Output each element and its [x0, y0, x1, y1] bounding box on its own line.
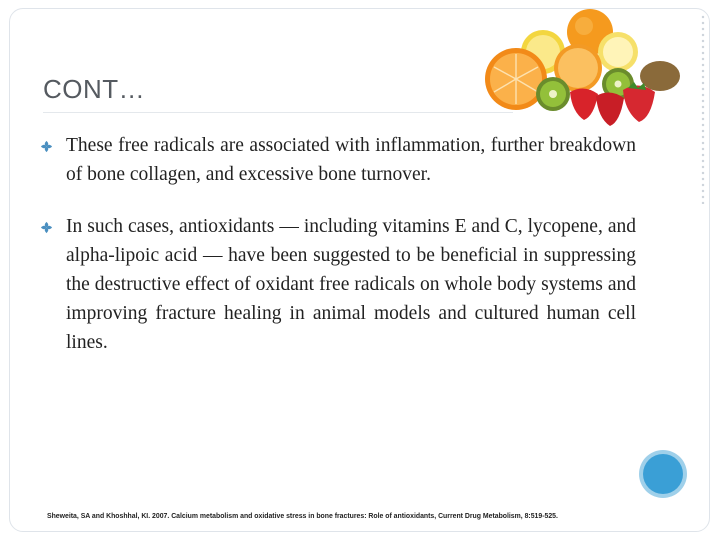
list-item: [40, 131, 636, 189]
fruit-image: [478, 4, 714, 128]
slide-title: CONT…: [43, 74, 146, 104]
bullet-list: [40, 131, 636, 380]
title-divider: [43, 112, 513, 113]
bullet-text: These free radicals are associated with inflammation, further breakdown of bone collagen, and excessive bone turnover.: [66, 135, 636, 185]
citation: Sheweita, SA and Khoshhal, KI. 2007. Calcium metabolism and oxidative stress in bone fractures: Role of antioxidants, Current Drug Metabolism, 8:519-525.: [47, 513, 558, 520]
fleur-bullet-icon: [40, 221, 53, 234]
list-item: [40, 212, 636, 357]
blue-circle-icon: [638, 449, 688, 499]
fleur-bullet-icon: [40, 140, 53, 153]
bullet-text: In such cases, antioxidants — including vitamins E and C, lycopene, and alpha‐lipoic acid — have been suggested to be beneficial in suppressing the destructive effect of oxidant free radicals on whole body systems and improving fracture healing in animal models and cultured human cell lines.: [66, 216, 636, 353]
